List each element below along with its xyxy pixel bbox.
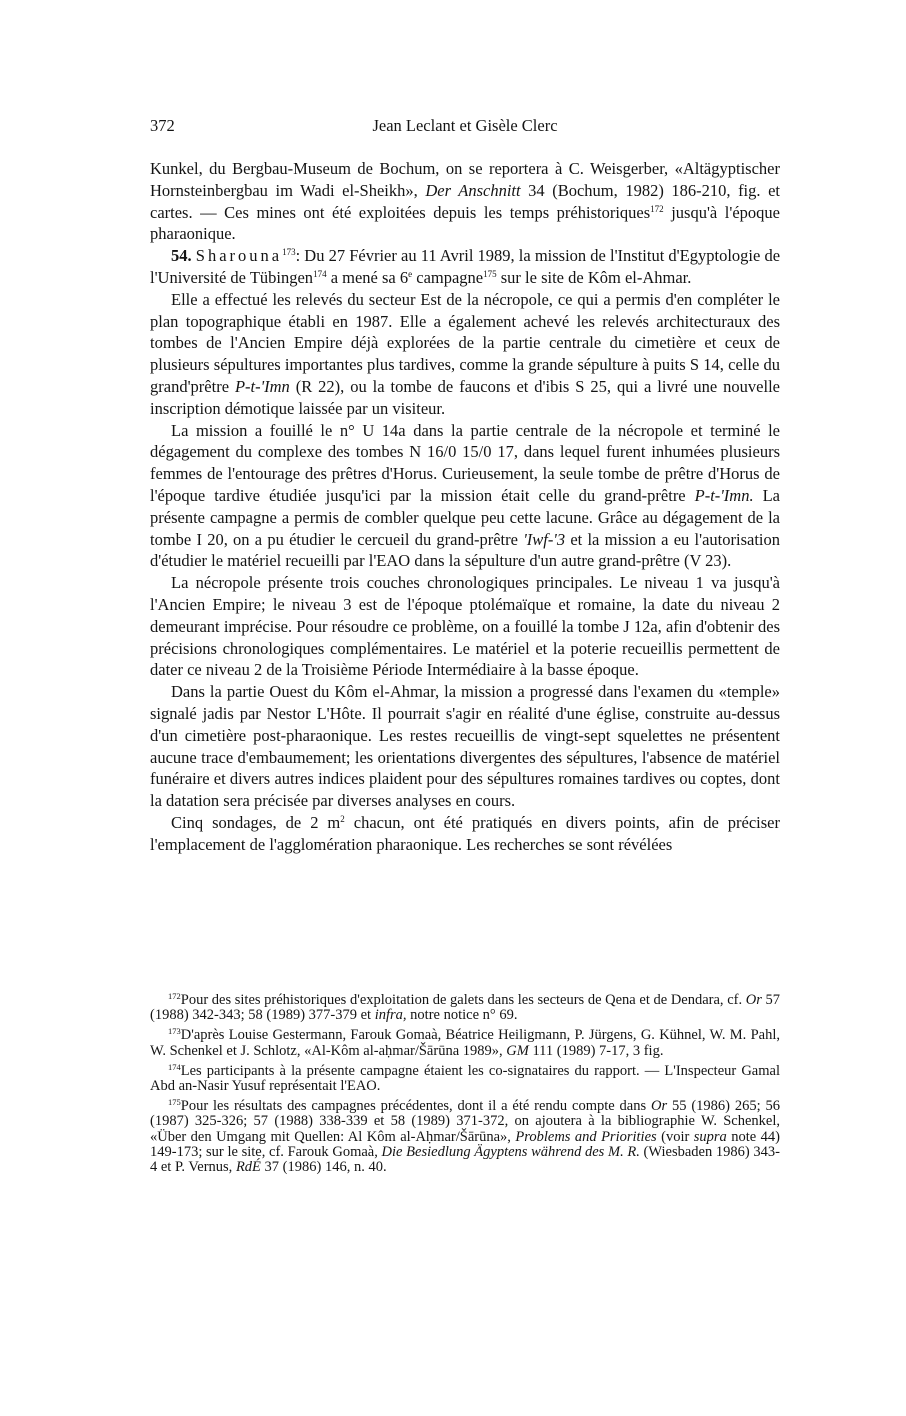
footnotes bbox=[150, 993, 780, 1180]
notice-paragraph: 54. Sharouna$^{173}$: Du 27 Février au 11 Avril 1989, la mission de l'Institut d'Egyptologie de l'Université de Tübingen$^{174}$ a mené sa 6e campagne$^{175}$ sur le site de Kôm el-Ahmar. bbox=[150, 246, 781, 287]
paragraph-continuation: Kunkel, du Bergbau-Museum de Bochum, on se reportera à C. Weisgerber, «Altägyptischer Hornsteinbergbau im Wadi el-Sheikh», Der Anschnitt 34 (Bochum, 1982) 186-210, fig. et cartes. — Ces mines ont été exploitées depuis les temps préhistoriques$^{172}$ jusqu'à l'époque pharaonique. bbox=[150, 159, 780, 244]
paragraph: Cinq sondages, de 2 $m^2$ chacun, ont été pratiqués en divers points, afin de préciser l'emplacement de l'agglomération pharaonique. Les recherches se sont révélées bbox=[150, 812, 780, 854]
footnote-175: $^{175}$Pour les résultats des campagnes précédentes, dont il a été rendu compte dans Or 55 (1986) 265; 56 (1987) 325-326; 57 (1988) 338-339 et 58 (1989) 371-372, on ajoutera à la bibliographie W. Schenkel, «Über den Umgang mit Quellen: Al Kôm al-Aḥmar/Šārūna», Problems and Priorities (voir supra note 44) 149-173; sur le site, cf. Farouk Gomaà, Die Besiedlung Ägyptens während des M. R. (Wiesbaden 1986) 343-4 et P. Vernus, RdÉ 37 (1986) 146, n. 40. bbox=[150, 1097, 781, 1176]
footnote-ref: 172 bbox=[650, 203, 664, 214]
paragraph: La nécropole présente trois couches chronologiques principales. Le niveau 1 va jusqu'à l'Ancien Empire; le niveau 3 est de l'époque ptolémaïque et romaine, la date du niveau 2 demeurant imprécise. Pour résoudre ce problème, on a fouillé la tombe J 12a, afin d'obtenir des précisions chronologiques complémentaires. Le matériel et la poterie recueillis permettent de dater ce niveau 2 de la Troisième Période Intermédiaire à la basse époque. bbox=[150, 573, 780, 680]
journal-title: Der Anschnitt bbox=[425, 180, 521, 200]
transliteration: 'Iwf-'3 bbox=[523, 529, 566, 549]
body-text bbox=[150, 158, 780, 856]
paragraph: La mission a fouillé le n° U 14a dans la partie centrale de la nécropole et terminé le dégagement du complexe des tombes N 16/0 15/0 17, dans lequel furent inhumées plusieurs femmes de l'entourage des prêtres d'Horus. Curieusement, la seule tombe de prêtre d'Horus de l'époque tardive étudiée jusqu'ici par la mission était celle du grand-prêtre P-t-'Imn. La présente campagne a permis de combler quelque peu cette lacune. Grâce au dégagement de la tombe I 20, on a pu étudier le cercueil du grand-prêtre 'Iwf-'3 et la mission a eu l'autorisation d'étudier le matériel recueilli par l'EAO dans la sépulture d'un autre grand-prêtre (V 23). bbox=[150, 420, 780, 571]
footnote-172: $^{172}$Pour des sites préhistoriques d'exploitation de galets dans les secteurs de Qena et de Dendara, cf. Or 57 (1988) 342-343; 58 (1989) 377-379 et infra, notre notice n° 69. bbox=[150, 991, 780, 1024]
site-name: Sharouna bbox=[195, 246, 283, 266]
running-head: Jean Leclant et Gisèle Clerc bbox=[372, 116, 558, 135]
footnote-174: $^{174}$Les participants à la présente campagne étaient les co-signataires du rapport. — L'Inspecteur Gamal Abd an-Nasir Yusuf représentait l'EAO. bbox=[150, 1061, 780, 1095]
footnote-ref: 175 bbox=[483, 268, 497, 279]
paragraph: Elle a effectué les relevés du secteur Est de la nécropole, ce qui a permis d'en compléter le plan topographique établi en 1987. Elle a également achevé les relevés architecturaux des tombes de l'Ancien Empire déjà explorées de la partie centrale du cimetière et ceux de plusieurs sépultures importantes plus tardives, comme la grande sépulture à puits S 14, celle du grand'prêtre P-t-'Imn (R 22), ou la tombe de faucons et d'ibis S 25, qui a livré une nouvelle inscription démotique laissée par un visiteur. bbox=[150, 289, 780, 418]
notice-number: 54. bbox=[171, 246, 192, 266]
footnote-ref: 174 bbox=[313, 268, 327, 279]
transliteration: P-t-'Imn. bbox=[694, 485, 754, 505]
page-header bbox=[150, 116, 780, 140]
footnote-ref: 173 bbox=[282, 247, 296, 258]
footnote-173: $^{173}$D'après Louise Gestermann, Farouk Gomaà, Béatrice Heiligmann, P. Jürgens, G. Kühnel, W. M. Pahl, W. Schenkel et J. Schlotz, «Al-Kôm al-aḥmar/Šārūna 1989», GM 111 (1989) 7-17, 3 fig. bbox=[150, 1026, 780, 1059]
page-number: 372 bbox=[150, 116, 175, 135]
transliteration: P-t-'Imn bbox=[234, 376, 290, 396]
paragraph: Dans la partie Ouest du Kôm el-Ahmar, la mission a progressé dans l'examen du «temple» signalé jadis par Nestor L'Hôte. Il pourrait s'agir en réalité d'une église, construite au-dessus d'un cimetière post-pharaonique. Les restes recueillis de vingt-sept squelettes ne présentent aucune trace d'embaumement; les orientations divergentes des sépultures, l'absence de matériel funéraire et divers autres indices plaident pour des sépultures romaines tardives ou coptes, dont la datation sera précisée par diverses analyses en cours. bbox=[150, 682, 780, 811]
